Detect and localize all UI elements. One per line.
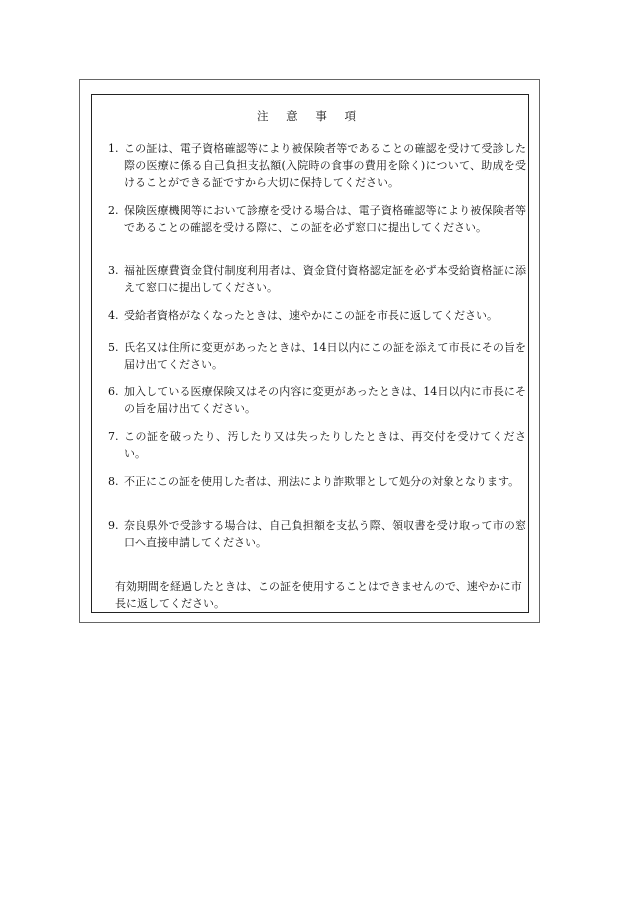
item-text: 保険医療機関等において診療を受ける場合は、電子資格確認等により被保険者等であることの確認を受ける際に、この証を必ず窓口に提出してください。 <box>124 204 526 234</box>
item-number: 3. <box>108 264 119 277</box>
item-number: 8. <box>108 475 119 488</box>
item-text: 奈良県外で受診する場合は、自己負担額を支払う際、領収書を受け取って市の窓口へ直接申請してください。 <box>124 519 526 549</box>
notice-item-6 <box>108 383 526 417</box>
item-text: 福祉医療費資金貸付制度利用者は、資金貸付資格認定証を必ず本受給資格証に添えて窓口に提出してください。 <box>124 264 526 294</box>
validity-note: 有効期間を経過したときは、この証を使用することはできませんので、速やかに市長に返してください。 <box>115 580 522 610</box>
item-number: 4. <box>108 309 119 322</box>
notice-item-9 <box>108 517 526 551</box>
notice-item-1 <box>108 140 526 191</box>
item-number: 7. <box>108 430 119 443</box>
notice-item-5 <box>108 339 526 373</box>
item-text: この証を破ったり、汚したり又は失ったりしたときは、再交付を受けてください。 <box>124 430 526 460</box>
item-number: 5. <box>108 341 119 354</box>
item-number: 6. <box>108 385 119 398</box>
item-text: 不正にこの証を使用した者は、刑法により詐欺罪として処分の対象となります。 <box>124 475 520 488</box>
item-text: 氏名又は住所に変更があったときは、14日以内にこの証を添えて市長にその旨を届け出てください。 <box>124 341 526 371</box>
item-number: 9. <box>108 519 119 532</box>
item-number: 2. <box>108 204 119 217</box>
notice-item-2 <box>108 202 526 236</box>
item-text: この証は、電子資格確認等により被保険者等であることの確認を受けて受診した際の医療に係る自己負担支払額(入院時の食事の費用を除く)について、助成を受けることができる証ですから大切に保持してください。 <box>124 142 526 189</box>
notice-item-3 <box>108 262 526 296</box>
item-text: 加入している医療保険又はその内容に変更があったときは、14日以内に市長にその旨を届け出てください。 <box>124 385 526 415</box>
notice-title: 注 意 事 項 <box>257 109 363 123</box>
notice-item-7 <box>108 428 526 462</box>
notice-item-8 <box>108 473 526 490</box>
item-number: 1. <box>108 142 119 155</box>
notice-item-4 <box>108 307 526 324</box>
item-text: 受給者資格がなくなったときは、速やかにこの証を市長に返してください。 <box>124 309 498 322</box>
